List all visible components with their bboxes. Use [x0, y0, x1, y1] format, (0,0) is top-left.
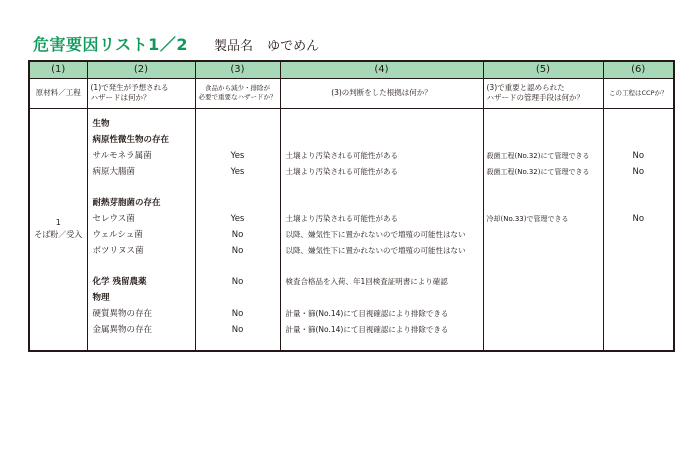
column-number-5: (5)	[483, 61, 603, 78]
significant-chem: No	[231, 276, 244, 287]
reason-cereus: 土壌より汚染される可能性がある	[285, 213, 398, 223]
column-number-4: (4)	[280, 61, 483, 78]
reason-ecoli: 土壌より汚染される可能性がある	[285, 166, 398, 176]
column-number-2: (2)	[87, 61, 195, 78]
hazard-welchii: ウェルシュ菌	[92, 229, 143, 240]
page-header	[33, 32, 319, 54]
hazard-salmonella: サルモネラ属菌	[92, 150, 152, 161]
material-name: そば粉／受入	[34, 230, 83, 240]
reason-hard-foreign: 計量・篩(No.14)にて目視確認により排除できる	[285, 308, 449, 318]
significant-ecoli: Yes	[230, 166, 245, 177]
hazard-group-spore: 耐熱芽胞菌の存在	[92, 197, 161, 208]
ccp-cereus: No	[632, 213, 645, 224]
hazard-category-bio: 生物	[92, 118, 110, 129]
header-ccp: この工程はCCPか？	[603, 78, 674, 108]
hazard-botulinum: ボツリヌス菌	[92, 245, 144, 256]
hazard-hard-foreign: 硬質異物の存在	[92, 308, 153, 319]
hazard-cell	[87, 108, 195, 351]
significant-salmonella: Yes	[230, 150, 245, 161]
header-significant-hazard	[195, 78, 280, 108]
material-cell	[29, 108, 87, 351]
table-row	[29, 108, 674, 351]
hazard-analysis-table	[28, 60, 675, 352]
column-number-1: (1)	[29, 61, 87, 78]
reason-salmonella: 土壌より汚染される可能性がある	[285, 150, 398, 160]
reason-cell	[280, 108, 483, 351]
column-number-3: (3)	[195, 61, 280, 78]
hazard-group-pathogen: 病原性微生物の存在	[92, 134, 170, 145]
hazard-category-phys: 物理	[92, 292, 110, 303]
control-cell	[483, 108, 603, 351]
ccp-cell	[603, 108, 674, 351]
header-control-measure-line1: (3)で重要と認められた	[486, 83, 565, 92]
significance-cell	[195, 108, 280, 351]
column-number-6: (6)	[603, 61, 674, 78]
header-expected-hazard	[87, 78, 195, 108]
header-control-measure-line2: ハザードの管理手段は何か？	[486, 93, 584, 102]
header-reason: (3)の判断をした根拠は何か？	[280, 78, 483, 108]
hazard-metal-foreign: 金属異物の存在	[92, 324, 153, 335]
reason-chem: 検査合格品を入荷、年1回検査証明書により確認	[285, 276, 448, 286]
control-cereus: 冷却(No.33)で管理できる	[486, 214, 569, 223]
column-number-row	[29, 61, 674, 78]
header-control-measure	[483, 78, 603, 108]
header-expected-hazard-line2: ハザードは何か？	[90, 93, 151, 102]
column-header-row	[29, 78, 674, 108]
product-name: ゆでめん	[267, 39, 320, 54]
significant-welchii: No	[231, 229, 244, 240]
page-title: 危害要因リスト1／2	[33, 35, 188, 54]
significant-cereus: Yes	[230, 213, 245, 224]
header-material-process: 原材料／工程	[29, 78, 87, 108]
hazard-cereus: セレウス菌	[92, 213, 135, 224]
product-label: 製品名	[213, 39, 253, 54]
control-salmonella: 殺菌工程(No.32)にて管理できる	[486, 151, 590, 160]
reason-botulinum: 以降、嫌気性下に置かれないので増殖の可能性はない	[285, 245, 466, 255]
control-ecoli: 殺菌工程(No.32)にて管理できる	[486, 167, 590, 176]
significant-metal-foreign: No	[231, 324, 244, 335]
header-significant-hazard-line1: 食品から減少・排除が	[205, 84, 270, 92]
ccp-ecoli: No	[632, 166, 645, 177]
product-info	[214, 35, 319, 54]
header-significant-hazard-line2: 必要で重要なハザードか？	[198, 93, 277, 101]
hazard-ecoli: 病原大腸菌	[92, 166, 136, 177]
material-number: 1	[55, 218, 61, 228]
significant-hard-foreign: No	[231, 308, 244, 319]
significant-botulinum: No	[231, 245, 244, 256]
hazard-category-chem: 化学 残留農薬	[92, 276, 147, 287]
reason-metal-foreign: 計量・篩(No.14)にて目視確認により排除できる	[285, 324, 449, 334]
reason-welchii: 以降、嫌気性下に置かれないので増殖の可能性はない	[285, 229, 466, 239]
ccp-salmonella: No	[632, 150, 645, 161]
header-expected-hazard-line1: (1)で発生が予想される	[90, 83, 169, 92]
